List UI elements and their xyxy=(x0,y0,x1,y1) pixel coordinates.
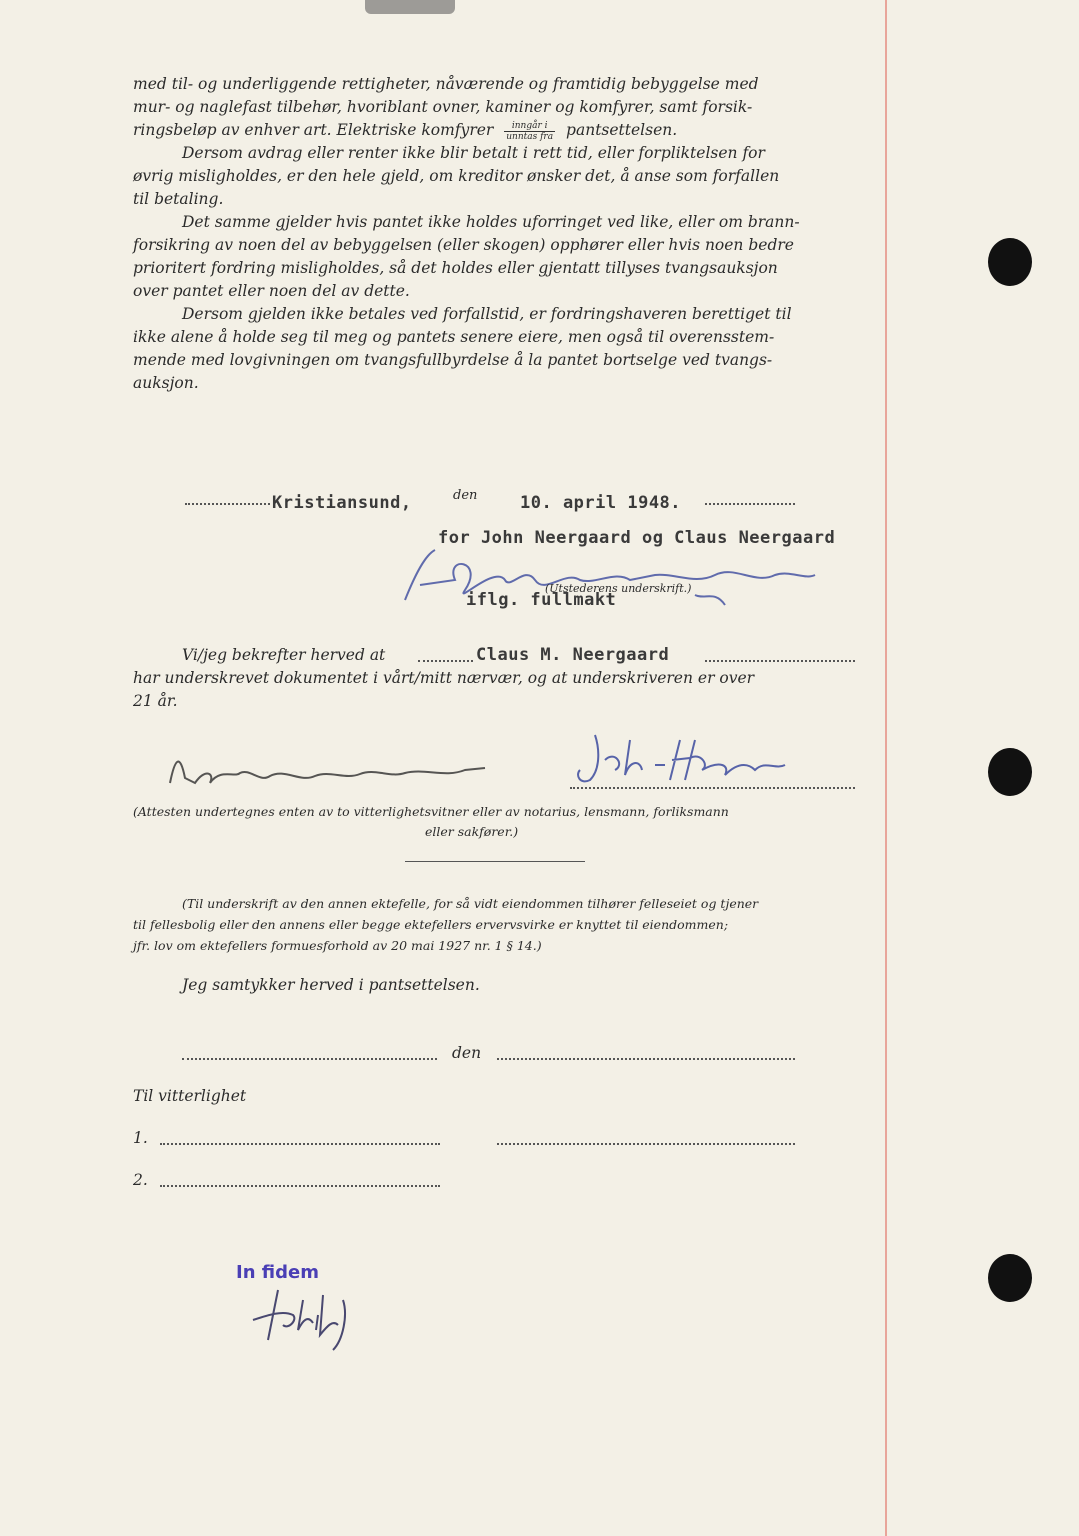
spouse-note-line3: jfr. lov om ektefellers formuesforhold av 20 mai 1927 nr. 1 § 14.) xyxy=(133,938,542,953)
fraction xyxy=(504,121,555,142)
punch-hole xyxy=(988,238,1032,286)
witness-signature-2 xyxy=(570,730,830,790)
p3-line2: forsikring av noen del av bebyggelsen (eller skogen) opphører eller hvis noen bedre xyxy=(133,236,794,254)
p1-line3-before: ringsbeløp av enhver art. Elektriske komfyrer xyxy=(133,121,494,139)
p1-line1: med til- og underliggende rettigheter, nåværende og framtidig bebyggelse med xyxy=(133,75,759,93)
p4-line3: mende med lovgivningen om tvangsfullbyrdelse å la pantet bortselge ved tvangs- xyxy=(133,351,773,369)
attest-dots-right xyxy=(705,660,855,662)
attest-line3: 21 år. xyxy=(133,692,178,710)
attest-line2: har underskrevet dokumentet i vårt/mitt nærvær, og at underskriveren er over xyxy=(133,669,755,687)
p2-line3: til betaling. xyxy=(133,190,224,208)
p3-line3: prioritert fordring misligholdes, så det holdes eller gjentatt tillyses tvangsauksjon xyxy=(133,259,778,277)
for-line: for John Neergaard og Claus Neergaard xyxy=(438,528,836,548)
p1-line3 xyxy=(133,119,677,142)
witness-1-dots-right xyxy=(497,1143,795,1145)
spouse-consent: Jeg samtykker herved i pantsettelsen. xyxy=(182,976,480,994)
witness-1-dots-left xyxy=(160,1143,440,1145)
witness-signature-1 xyxy=(165,748,495,793)
stamp-signature xyxy=(248,1285,358,1355)
spouse-note-line1: (Til underskrift av den annen ektefelle, for så vidt eiendommen tilhører felleseiet og tjener xyxy=(182,896,759,911)
signature-caption: (Utstederens underskrift.) xyxy=(545,582,692,595)
witness-2-number: 2. xyxy=(133,1171,148,1189)
margin-line xyxy=(885,0,887,1536)
fullmakt: iflg. fullmakt xyxy=(466,590,617,610)
attest-signer-name: Claus M. Neergaard xyxy=(476,645,670,665)
scan-mark xyxy=(365,0,455,14)
p3-line1: Det samme gjelder hvis pantet ikke holdes uforringet ved like, eller om brann- xyxy=(182,213,800,231)
witness-dots-right xyxy=(570,787,855,789)
punch-hole xyxy=(988,748,1032,796)
p4-line1: Dersom gjelden ikke betales ved forfallstid, er fordringshaveren berettiget til xyxy=(182,305,792,323)
attest-label: Vi/jeg bekrefter herved at xyxy=(182,646,386,664)
signing-place: Kristiansund, xyxy=(272,493,412,513)
signing-date: 10. april 1948. xyxy=(520,493,682,513)
p4-line4: auksjon. xyxy=(133,374,199,392)
attest-note-line1: (Attesten undertegnes enten av to vitterlighetsvitner eller av notarius, lensmann, forliksmann xyxy=(133,804,729,819)
spouse-place-dots xyxy=(182,1058,437,1060)
in-fidem-stamp: In fidem xyxy=(236,1262,319,1283)
p3-line4: over pantet eller noen del av dette. xyxy=(133,282,410,300)
fraction-bottom: unntas fra xyxy=(506,131,554,142)
fraction-top: inngår i xyxy=(504,121,555,132)
p1-line2: mur- og naglefast tilbehør, hvoriblant ovner, kaminer og komfyrer, samt forsik- xyxy=(133,98,753,116)
spouse-den-label: den xyxy=(452,1044,482,1062)
punch-hole xyxy=(988,1254,1032,1302)
divider xyxy=(405,861,585,862)
p1-line3-after: pantsettelsen. xyxy=(566,121,678,139)
witness-label: Til vitterlighet xyxy=(133,1087,247,1105)
witness-2-dots-left xyxy=(160,1185,440,1187)
den-label: den xyxy=(453,488,478,503)
spouse-note-line2: til fellesbolig eller den annens eller begge ektefellers ervervsvirke er knyttet til eiendommen; xyxy=(133,917,729,932)
p4-line2: ikke alene å holde seg til meg og pantets senere eiere, men også til overensstem- xyxy=(133,328,775,346)
witness-1-number: 1. xyxy=(133,1129,148,1147)
date-dots xyxy=(705,503,795,505)
p2-line2: øvrig misligholdes, er den hele gjeld, om kreditor ønsker det, å anse som forfallen xyxy=(133,167,780,185)
spouse-date-dots xyxy=(497,1058,795,1060)
p2-line1: Dersom avdrag eller renter ikke blir betalt i rett tid, eller forpliktelsen for xyxy=(182,144,765,162)
place-dots xyxy=(185,503,270,505)
attest-dots-left xyxy=(418,660,473,662)
attest-note-line2: eller sakfører.) xyxy=(425,824,519,839)
